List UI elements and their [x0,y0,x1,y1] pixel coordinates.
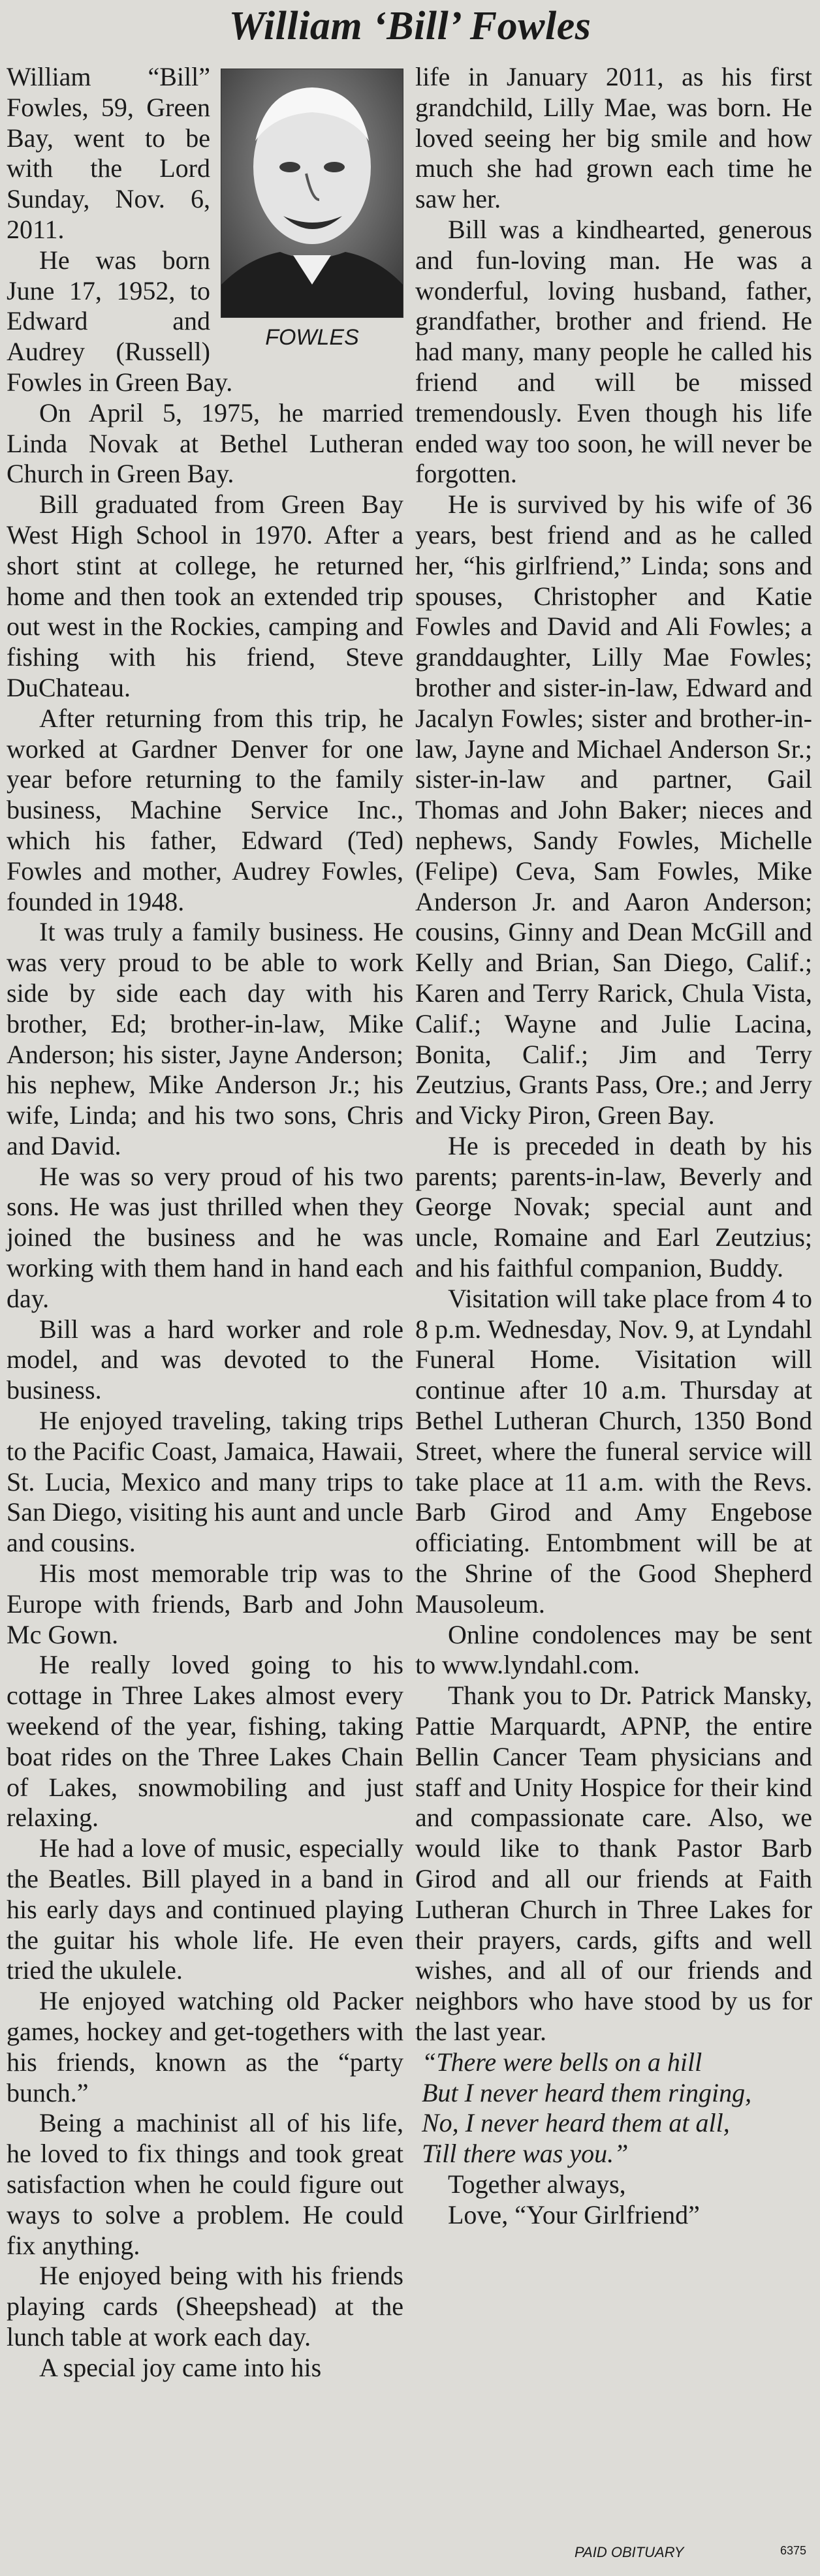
paragraph: On April 5, 1975, he married Linda Novak at Bethel Lutheran Church in Green Bay. [7,397,403,489]
paragraph: Bill was a kindhearted, generous and fun-loving man. He was a wonderful, loving husband, father, grandfather, brother and friend. He had many, many people he called his friend and will be missed tremendously. Even though his life ended way too soon, he will never be forgotten. [415,214,812,489]
paragraph: Bill graduated from Green Bay West High School in 1970. After a short stint at college, he returned home and then took an extended trip out west in the Rockies, camping and fishing with his friend, Steve DuChateau. [7,489,403,702]
paragraph: Thank you to Dr. Patrick Mansky, Pattie Marquardt, APNP, the entire Bellin Cancer Team physicians and staff and Unity Hospice for their kind and compassionate care. Also, we would like to thank Pastor Barb Girod and all our friends at Faith Lutheran Church in Three Lakes for their prayers, cards, gifts and well wishes, and all of our friends and neighbors who have stood by us for the last year. [415,1681,812,2046]
poem-line: But I never heard them ringing, [422,2077,752,2107]
signature-line: Together always, [448,2169,626,2199]
paragraph: After returning from this trip, he worked at Gardner Denver for one year before returning to the family business, Machine Service Inc., which his father, Edward (Ted) Fowles and mother, Audrey Fowles, founded in 1948. [7,703,403,916]
signature [415,2169,812,2231]
paragraph: life in January 2011, as his first grandchild, Lilly Mae, was born. He loved seeing her big smile and how much she had grown each time he saw her. [415,62,812,214]
poem [415,2047,812,2169]
right-column [415,62,812,2231]
paragraph: He had a love of music, especially the Beatles. Bill played in a band in his early days and continued playing the guitar his whole life. He even tried the ukulele. [7,1833,403,1985]
left-column [7,62,403,2383]
portrait-block [221,69,403,350]
portrait-photo [221,69,403,318]
ad-code: 6375 [780,2544,807,2557]
poem-line: Till there was you.” [422,2139,629,2169]
paragraph: Online condolences may be sent to www.lyndahl.com. [415,1619,812,1680]
poem-line: “There were bells on a hill [422,2047,702,2077]
paragraph: His most memorable trip was to Europe with friends, Barb and John Mc Gown. [7,1559,403,1649]
paragraph: William “Bill” Fowles, 59, Green Bay, went to be with the Lord Sunday, Nov. 6, 2011. [7,62,210,244]
paragraph: Bill was a hard worker and role model, and was devoted to the business. [7,1314,403,1405]
paragraph: He really loved going to his cottage in Three Lakes almost every weekend of the year, fishing, taking boat rides on the Three Lakes Chain of Lakes, snowmobiling and just relaxing. [7,1650,403,1833]
paragraph: He was born June 17, 1952, to Edward and Audrey (Russell) Fowles in Green Bay. [7,245,233,397]
signature-line: Love, “Your Girlfriend” [448,2199,700,2229]
paid-obituary-label: PAID OBITUARY [575,2544,684,2560]
photo-caption: FOWLES [265,325,359,350]
paragraph: He enjoyed being with his friends playing cards (Sheepshead) at the lunch table at work each day. [7,2261,403,2351]
paragraph: Visitation will take place from 4 to 8 p.m. Wednesday, Nov. 9, at Lyndahl Funeral Home. Visitation will continue after 10 a.m. Thursday at Bethel Lutheran Church, 1350 Bond Street, where the funeral service will take place at 11 a.m. with the Revs. Barb Girod and Amy Engebose officiating. Entombment will be at the Shrine of the Good Shepherd Mausoleum. [415,1283,812,1619]
poem-line: No, I never heard them at all, [422,2108,730,2138]
paragraph: He is preceded in death by his parents; parents-in-law, Beverly and George Novak; special aunt and uncle, Romaine and Earl Zeutzius; and his faithful companion, Buddy. [415,1130,812,1283]
obituary-title: William ‘Bill’ Fowles [229,4,591,48]
paragraph: He enjoyed traveling, taking trips to the Pacific Coast, Jamaica, Hawaii, St. Lucia, Mexico and many trips to San Diego, visiting his aunt and uncle and cousins. [7,1406,403,1558]
footer [0,2544,820,2570]
paragraph: He is survived by his wife of 36 years, best friend and as he called her, “his girlfriend,” Linda; sons and spouses, Christopher and Katie Fowles and David and Ali Fowles; a granddaughter, Lilly Mae Fowles; brother and sister-in-law, Edward and Jacalyn Fowles; sister and brother-in-law, Jayne and Michael Anderson Sr.; sister-in-law and partner, Gail Thomas and John Baker; nieces and nephews, Sandy Fowles, Michelle (Felipe) Ceva, Sam Fowles, Mike Anderson Jr. and Aaron Anderson; cousins, Ginny and Dean McGill and Kelly and Brian, San Diego, Calif.; Karen and Terry Rarick, Chula Vista, Calif.; Wayne and Julie Lacina, Bonita, Calif.; Jim and Terry Zeutzius, Grants Pass, Ore.; and Jerry and Vicky Piron, Green Bay. [415,489,812,1130]
paragraph: He was so very proud of his two sons. He was just thrilled when they joined the business and he was working with them hand in hand each day. [7,1161,403,1313]
paragraph: A special joy came into his [39,2352,322,2382]
paragraph: It was truly a family business. He was very proud to be able to work side by side each day with his brother, Ed; brother-in-law, Mike Anderson; his sister, Jayne Anderson; his nephew, Mike Anderson Jr.; his wife, Linda; and his two sons, Chris and David. [7,917,403,1160]
paragraph: Being a machinist all of his life, he loved to fix things and took great satisfaction when he could figure out ways to solve a problem. He could fix anything. [7,2108,403,2260]
paragraph: He enjoyed watching old Packer games, hockey and get-togethers with his friends, known as the “party bunch.” [7,1986,403,2107]
